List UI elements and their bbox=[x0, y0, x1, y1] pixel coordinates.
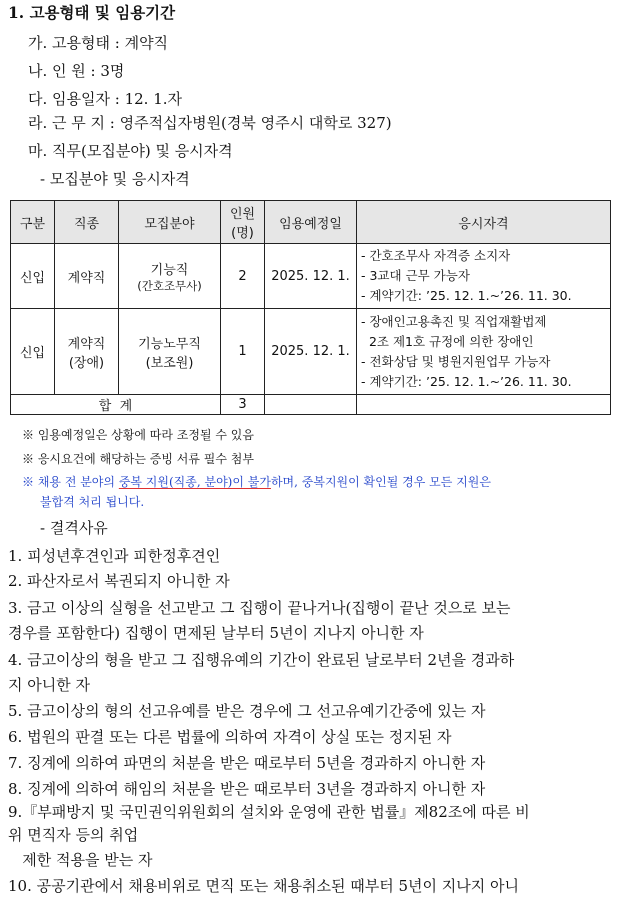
total-count: 3 bbox=[221, 395, 265, 415]
row-job-type-line1: 계약직 bbox=[67, 270, 106, 286]
note-duplicate bbox=[22, 473, 491, 491]
table-row bbox=[11, 244, 611, 309]
disqual-line: 경우를 포함한다) 집행이 면제된 날부터 5년이 지나지 아니한 자 bbox=[8, 624, 424, 642]
table-total-row bbox=[11, 395, 611, 415]
disqual-line: 위 면직자 등의 취업 bbox=[8, 826, 139, 844]
header-category: 구분 bbox=[11, 201, 55, 244]
header-count-line2: (명) bbox=[231, 226, 254, 241]
row-field-line2: (보조원) bbox=[145, 355, 194, 371]
section-title: 1. 고용형태 및 임용기간 bbox=[8, 3, 176, 22]
header-count-line1: 인원 bbox=[229, 207, 256, 222]
row-category: 신입 bbox=[11, 309, 55, 395]
disqual-line: 6. 법원의 판결 또는 다른 법률에 의하여 자격이 상실 또는 정지된 자 bbox=[8, 728, 452, 746]
header-field: 모집분야 bbox=[119, 201, 221, 244]
work-location: 라. 근 무 지 : 영주적십자병원(경북 영주시 대학로 327) bbox=[28, 114, 392, 132]
sub-heading: - 모집분야 및 응시자격 bbox=[40, 170, 190, 188]
qualification-item: - 계약기간: ’25. 12. 1.~’26. 11. 30. bbox=[361, 288, 572, 303]
total-label: 합 계 bbox=[11, 395, 221, 415]
employment-type: 가. 고용형태 : 계약직 bbox=[28, 34, 169, 52]
row-start-date: 2025. 12. 1. bbox=[265, 309, 357, 395]
row-job-type bbox=[55, 244, 119, 309]
table-header-row bbox=[11, 201, 611, 244]
recruitment-table bbox=[10, 200, 611, 415]
duty-qualifications: 마. 직무(모집분야) 및 응시자격 bbox=[28, 142, 233, 160]
qualification-item: - 간호조무사 자격증 소지자 bbox=[361, 248, 511, 263]
header-job-type: 직종 bbox=[55, 201, 119, 244]
header-start-date: 임용예정일 bbox=[265, 201, 357, 244]
disqual-line: 제한 적용을 받는 자 bbox=[8, 851, 153, 869]
note-schedule: ※ 임용예정일은 상황에 따라 조정될 수 있음 bbox=[22, 428, 254, 442]
note-documents: ※ 응시요건에 해당하는 증빙 서류 필수 첨부 bbox=[22, 452, 254, 466]
qualification-item: 2조 제1호 규정에 의한 장애인 bbox=[361, 333, 534, 349]
row-qualifications bbox=[357, 309, 611, 395]
row-job-type-line1: 계약직 bbox=[67, 336, 106, 352]
disqual-line: 9.『부패방지 및 국민권익위원회의 설치와 운영에 관한 법률』제82조에 따른 비 bbox=[8, 803, 530, 821]
row-field-line1: 기능노무직 bbox=[138, 336, 201, 352]
note-duplicate-prefix: ※ 채용 전 분야의 bbox=[22, 475, 119, 489]
total-empty-date bbox=[265, 395, 357, 415]
row-category: 신입 bbox=[11, 244, 55, 309]
row-field-line1: 기능직 bbox=[150, 262, 189, 278]
header-qualifications: 응시자격 bbox=[357, 201, 611, 244]
row-job-type-line2: (장애) bbox=[68, 355, 105, 371]
disqual-line: 3. 금고 이상의 실형을 선고받고 그 집행이 끝나거나(집행이 끝난 것으로 보는 bbox=[8, 599, 511, 617]
note-duplicate-suffix: 하며, 중복지원이 확인될 경우 모든 지원은 bbox=[270, 475, 491, 489]
qualification-item: - 장애인고용촉진 및 직업재활법제 bbox=[361, 313, 547, 329]
qualification-item: - 전화상담 및 병원지원업무 가능자 bbox=[361, 353, 551, 369]
disqual-heading: - 결격사유 bbox=[40, 519, 108, 537]
header-count bbox=[221, 201, 265, 244]
note-duplicate-underlined: 중복 지원(직종, 분야)이 불가 bbox=[118, 475, 271, 489]
headcount: 나. 인 원 : 3명 bbox=[28, 62, 125, 80]
table-row bbox=[11, 309, 611, 395]
note-duplicate-line2: 불합격 처리 됩니다. bbox=[40, 495, 145, 509]
row-job-type bbox=[55, 309, 119, 395]
disqual-line: 2. 파산자로서 복권되지 아니한 자 bbox=[8, 572, 230, 590]
row-start-date: 2025. 12. 1. bbox=[265, 244, 357, 309]
row-field bbox=[119, 309, 221, 395]
disqual-line: 5. 금고이상의 형의 선고유예를 받은 경우에 그 선고유예기간중에 있는 자 bbox=[8, 702, 486, 720]
row-count: 2 bbox=[221, 244, 265, 309]
qualification-item: - 3교대 근무 가능자 bbox=[361, 268, 470, 283]
total-empty-qualifications bbox=[357, 395, 611, 415]
disqual-line: 1. 피성년후견인과 피한정후견인 bbox=[8, 547, 221, 565]
row-field bbox=[119, 244, 221, 309]
disqual-line: 10. 공공기관에서 채용비위로 면직 또는 채용취소된 때부터 5년이 지나지 아니 bbox=[8, 877, 520, 895]
row-field-line2: (간호조무사) bbox=[137, 278, 202, 293]
qualification-item: - 계약기간: ’25. 12. 1.~’26. 11. 30. bbox=[361, 373, 572, 389]
disqual-line: 4. 금고이상의 형을 받고 그 집행유예의 기간이 완료된 날로부터 2년을 경과하 bbox=[8, 651, 515, 669]
disqual-line: 지 아니한 자 bbox=[8, 676, 90, 694]
row-qualifications bbox=[357, 244, 611, 309]
appointment-date: 다. 임용일자 : 12. 1.자 bbox=[28, 90, 183, 108]
disqual-line: 8. 징계에 의하여 해임의 처분을 받은 때로부터 3년을 경과하지 아니한 자 bbox=[8, 780, 486, 798]
disqual-line: 7. 징계에 의하여 파면의 처분을 받은 때로부터 5년을 경과하지 아니한 자 bbox=[8, 754, 486, 772]
row-count: 1 bbox=[221, 309, 265, 395]
